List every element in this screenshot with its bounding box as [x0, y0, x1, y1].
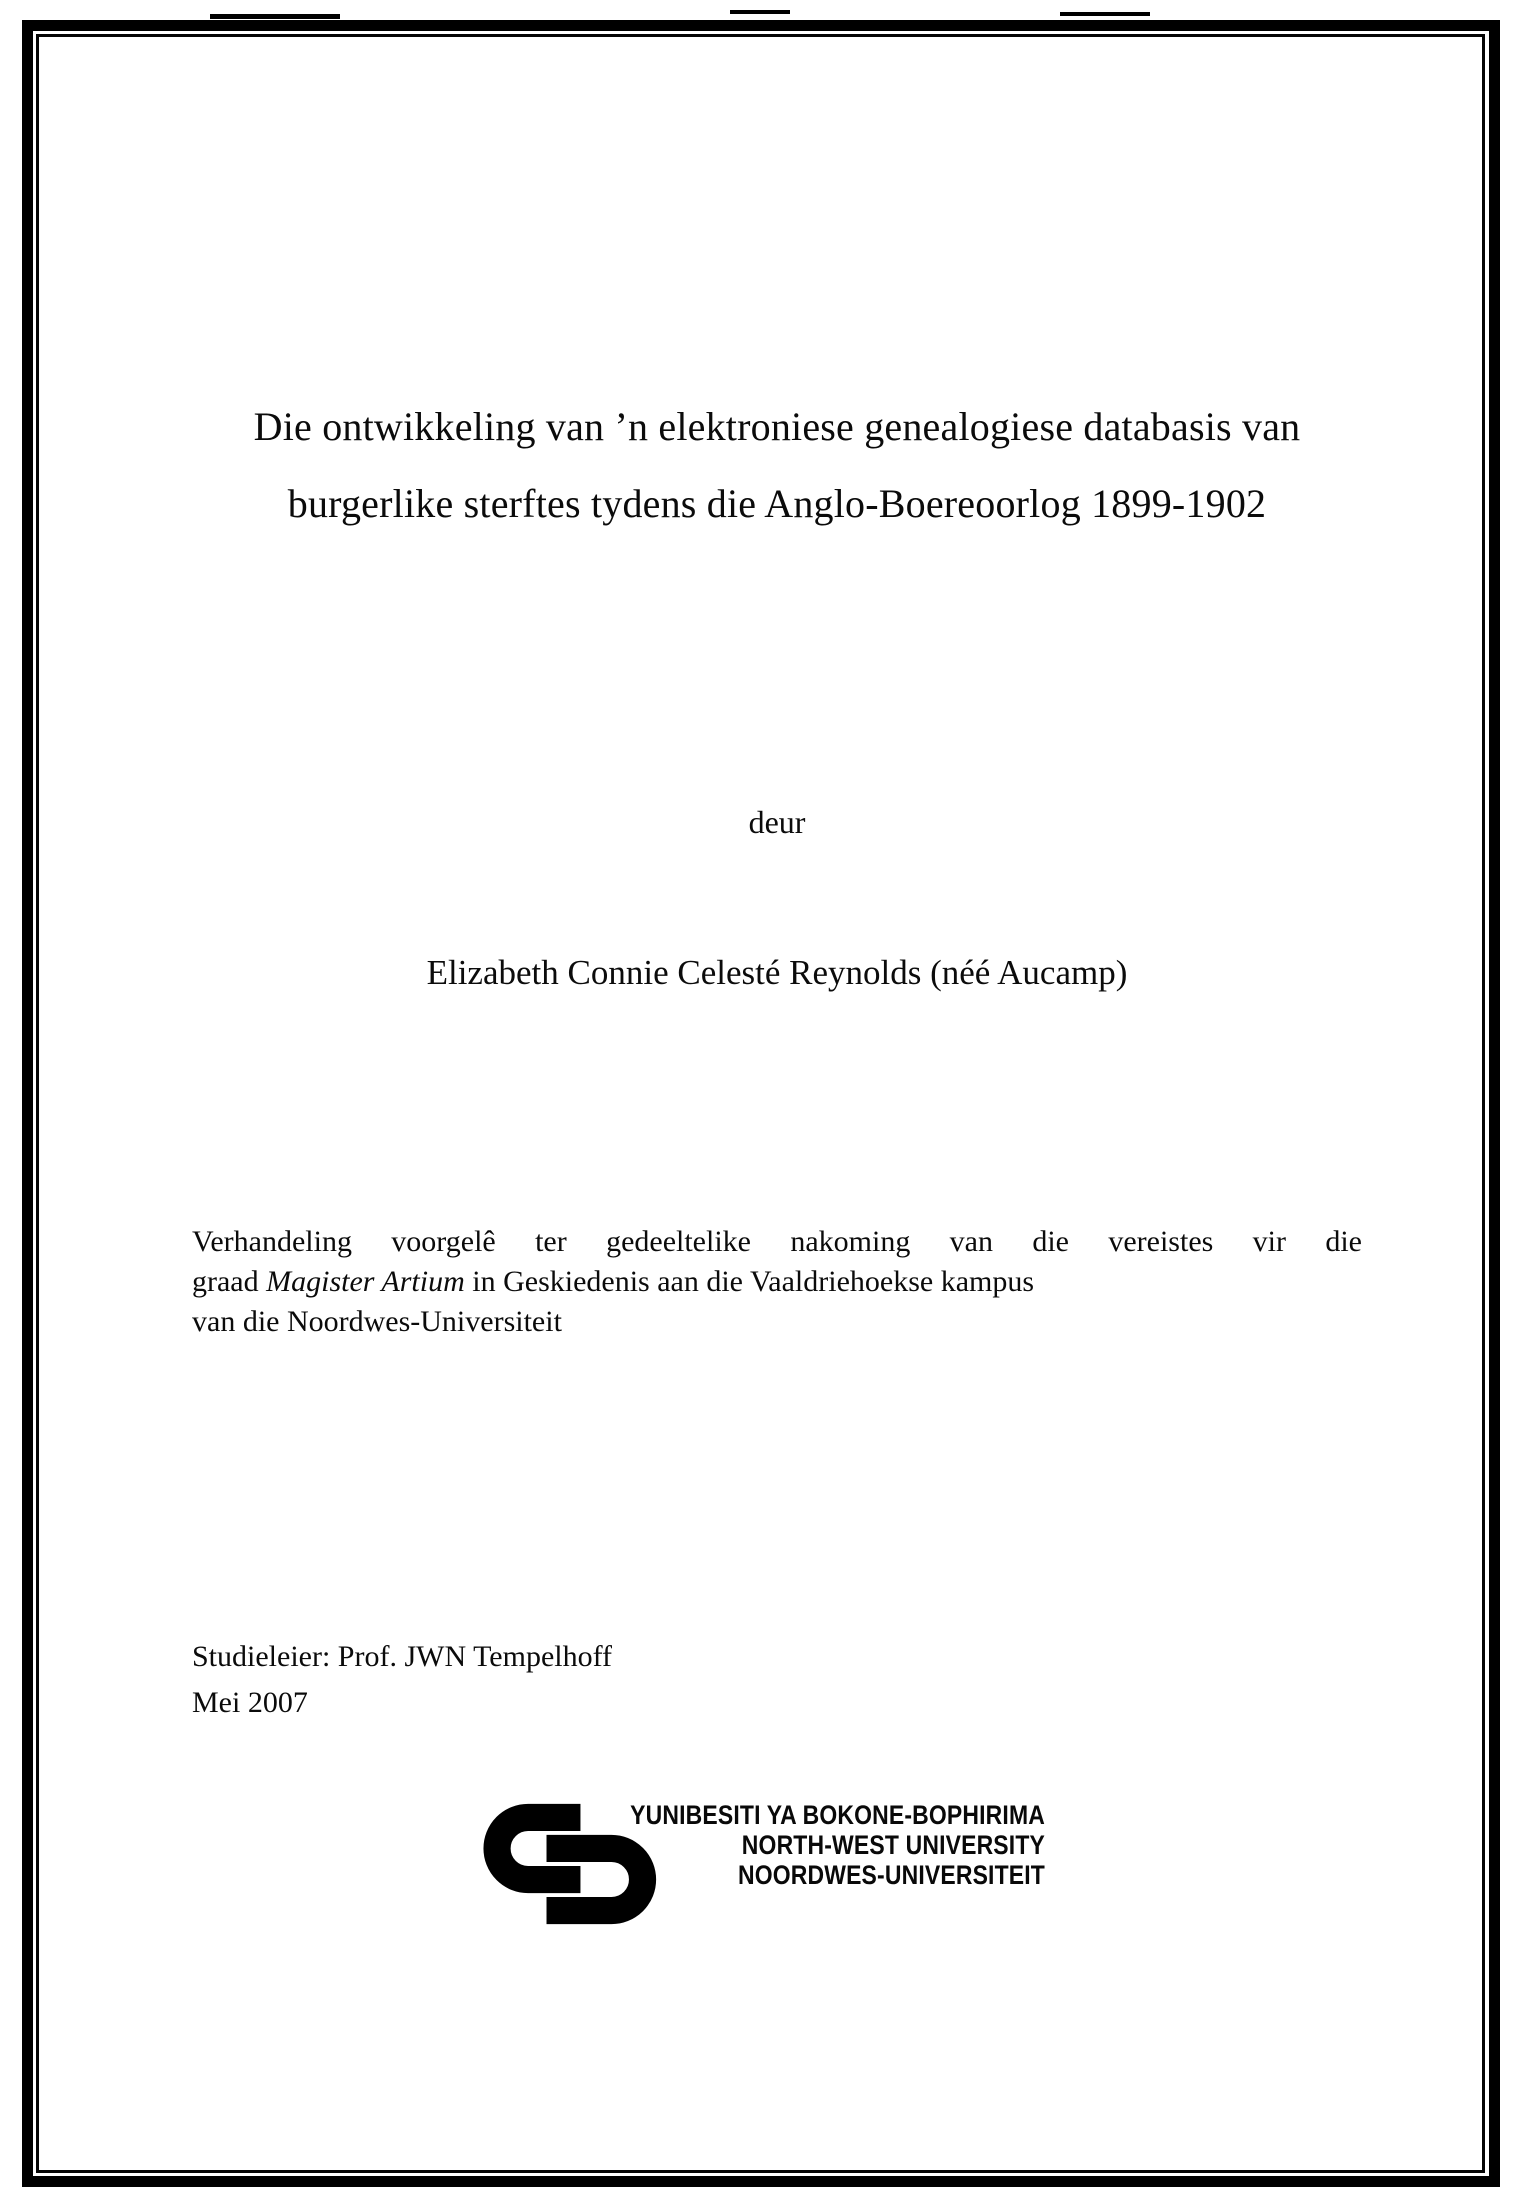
statement-line-1: Verhandeling voorgelê ter gedeeltelike nakoming van die vereistes vir die [192, 1225, 1362, 1258]
date-line: Mei 2007 [192, 1686, 308, 1719]
submission-statement [192, 1222, 1362, 1342]
author-name: Elizabeth Connie Celesté Reynolds (néé Aucamp) [426, 953, 1128, 992]
byline-deur: deur [748, 804, 806, 840]
thesis-title [27, 388, 1527, 542]
title-line-1: Die ontwikkeling van ’n elektroniese genealogiese databasis van [253, 404, 1301, 449]
logo-line-setswana: YUNIBESITI YA BOKONE-BOPHIRIMA [630, 1800, 1045, 1830]
scan-artifact [1060, 12, 1150, 16]
scan-artifact [210, 14, 340, 19]
scan-artifact [730, 10, 790, 14]
statement-line-3: van die Noordwes-Universiteit [192, 1305, 562, 1338]
supervisor-block [192, 1634, 612, 1726]
university-wordmark [586, 1800, 1045, 1890]
title-line-2: burgerlike sterftes tydens die Anglo-Boereoorlog 1899-1902 [287, 481, 1267, 526]
statement-line-2 [192, 1262, 1362, 1302]
logo-line-english: NORTH-WEST UNIVERSITY [741, 1830, 1045, 1860]
supervisor-line: Studieleier: Prof. JWN Tempelhoff [192, 1640, 613, 1673]
statement-line-2-pre: graad [192, 1265, 267, 1298]
degree-name-italic: Magister Artium [266, 1265, 465, 1298]
logo-line-afrikaans: NOORDWES-UNIVERSITEIT [737, 1860, 1045, 1890]
statement-line-2-post: in Geskiedenis aan die Vaaldriehoekse kampus [464, 1265, 1035, 1298]
